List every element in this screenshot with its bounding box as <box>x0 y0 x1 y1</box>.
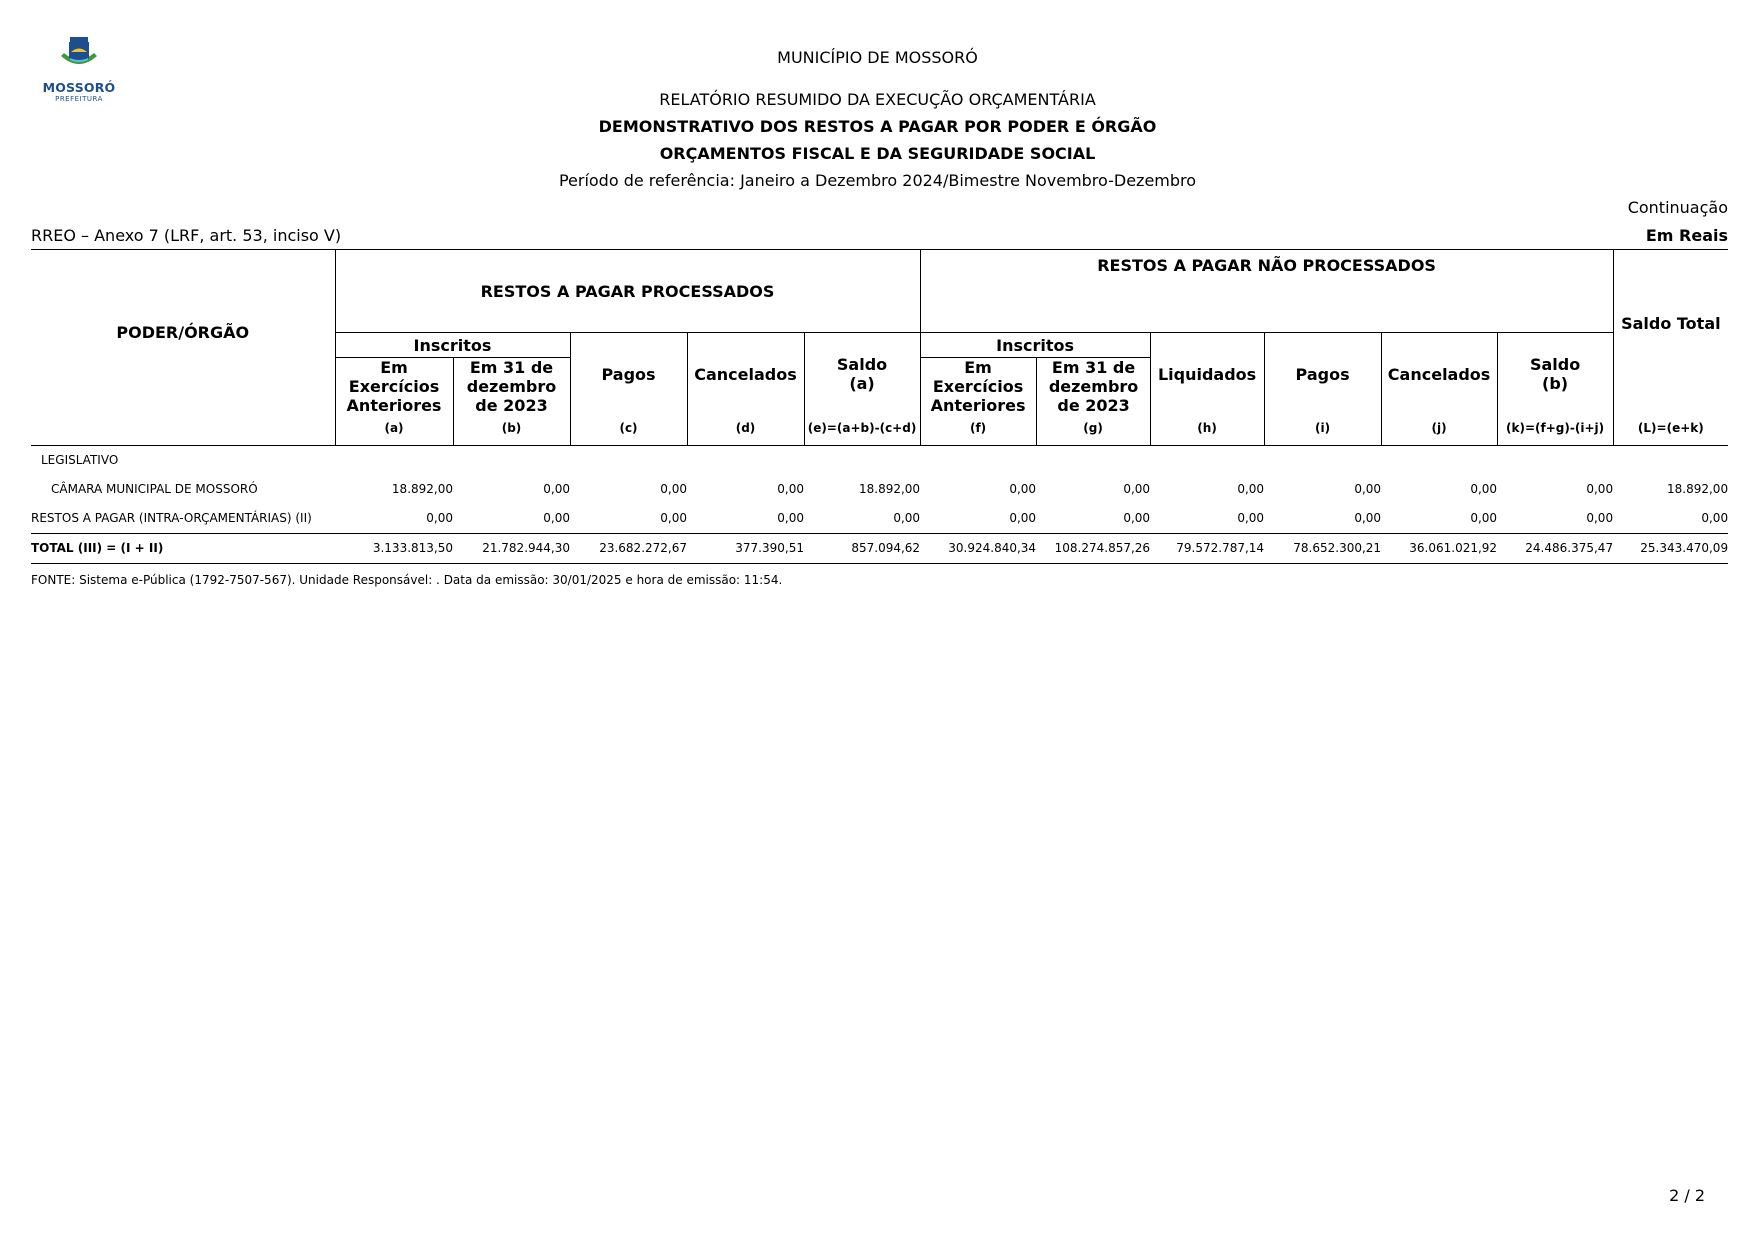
value-cell: 0,00 <box>543 511 570 525</box>
column-letter: (d) <box>687 415 804 445</box>
continuation-label: Continuação <box>1627 198 1728 217</box>
demonstrativo-title: DEMONSTRATIVO DOS RESTOS A PAGAR POR PODER E ÓRGÃO <box>598 117 1157 136</box>
value-cell: 78.652.300,21 <box>1264 533 1381 563</box>
value-cell: 0,00 <box>1586 482 1614 496</box>
value-cell: 0,00 <box>1237 482 1265 496</box>
period-text: Período de referência: Janeiro a Dezembro 2024/Bimestre Novembro-Dezembro <box>558 171 1197 190</box>
annex-label: RREO – Anexo 7 (LRF, art. 53, inciso V) <box>31 226 342 245</box>
table-row <box>31 445 1728 475</box>
value-cell: 0,00 <box>1354 511 1382 525</box>
report-title: RELATÓRIO RESUMIDO DA EXECUÇÃO ORÇAMENTÁRIA <box>659 90 1096 109</box>
value-cell: 108.274.857,26 <box>1036 533 1150 563</box>
value-cell: 0,00 <box>1586 511 1614 525</box>
value-cell: 18.892,00 <box>391 482 453 496</box>
unit-label: Em Reais <box>1645 226 1728 245</box>
value-cell: 0,00 <box>1009 511 1037 525</box>
value-cell: 0,00 <box>1470 482 1498 496</box>
cancelados-nao-processados-header: Cancelados <box>1381 333 1497 416</box>
table-row <box>31 504 1728 534</box>
poder-orgao-header: PODER/ÓRGÃO <box>31 250 335 416</box>
em-31-g-header: Em 31 de dezembro de 2023 <box>1036 358 1150 416</box>
saldo-b-header: Saldo (b) <box>1497 333 1613 416</box>
value-cell: 18.892,00 <box>1667 482 1729 496</box>
value-cell: 0,00 <box>660 482 687 496</box>
value-cell: 0,00 <box>1701 511 1729 525</box>
column-letter: (f) <box>920 415 1036 445</box>
value-cell: 0,00 <box>1009 482 1037 496</box>
cancelados-processados-header: Cancelados <box>687 333 804 416</box>
saldo-a-header: Saldo (a) <box>804 333 920 416</box>
pagos-processados-header: Pagos <box>570 333 687 416</box>
value-cell: 0,00 <box>1354 482 1382 496</box>
source-footnote: FONTE: Sistema e-Pública (1792-7507-567). Unidade Responsável: . Data da emissão: 30/01/2025 e hora de emissão: 11:54. <box>31 573 783 587</box>
em-exercicios-f-header: Em Exercícios Anteriores <box>920 358 1036 416</box>
saldo-total-header: Saldo Total <box>1613 250 1728 416</box>
value-cell: 0,00 <box>426 511 453 525</box>
value-cell: 3.133.813,50 <box>335 533 453 563</box>
value-cell: 0,00 <box>660 511 687 525</box>
value-cell: 36.061.021,92 <box>1381 533 1497 563</box>
value-cell: 30.924.840,34 <box>920 533 1036 563</box>
value-cell: 18.892,00 <box>858 482 921 496</box>
row-label: RESTOS A PAGAR (INTRA-ORÇAMENTÁRIAS) (II) <box>31 511 312 525</box>
em-exercicios-a-header: Em Exercícios Anteriores <box>335 358 453 416</box>
value-cell: 857.094,62 <box>804 533 920 563</box>
column-letter: (k)=(f+g)-(i+j) <box>1497 415 1613 445</box>
value-cell: 79.572.787,14 <box>1150 533 1264 563</box>
value-cell: 0,00 <box>1123 482 1151 496</box>
value-cell: 25.343.470,09 <box>1613 533 1728 563</box>
column-letter: (j) <box>1381 415 1497 445</box>
value-cell: 0,00 <box>777 482 804 496</box>
value-cell: 0,00 <box>777 511 804 525</box>
value-cell: 23.682.272,67 <box>570 533 687 563</box>
value-cell: 0,00 <box>543 482 570 496</box>
liquidados-header: Liquidados <box>1150 333 1264 416</box>
column-letter: (b) <box>453 415 570 445</box>
processados-header: RESTOS A PAGAR PROCESSADOS <box>335 250 920 333</box>
column-letter: (h) <box>1150 415 1264 445</box>
value-cell: 24.486.375,47 <box>1497 533 1613 563</box>
page-number: 2 / 2 <box>1669 1186 1705 1205</box>
column-letter: (L)=(e+k) <box>1613 415 1728 445</box>
row-label: TOTAL (III) = (I + II) <box>31 533 335 563</box>
inscritos-processados-header: Inscritos <box>335 333 570 358</box>
restos-a-pagar-table <box>31 249 1728 564</box>
row-label: CÂMARA MUNICIPAL DE MOSSORÓ <box>51 482 258 496</box>
value-cell: 0,00 <box>1237 511 1265 525</box>
logo-name: MOSSORÓ <box>42 80 116 95</box>
em-31-b-header: Em 31 de dezembro de 2023 <box>453 358 570 416</box>
pagos-nao-processados-header: Pagos <box>1264 333 1381 416</box>
column-letter: (c) <box>570 415 687 445</box>
value-cell: 21.782.944,30 <box>453 533 570 563</box>
column-letter: (g) <box>1036 415 1150 445</box>
inscritos-nao-processados-header: Inscritos <box>920 333 1150 358</box>
column-letter: (i) <box>1264 415 1381 445</box>
value-cell: 0,00 <box>1123 511 1151 525</box>
column-letter: (e)=(a+b)-(c+d) <box>804 415 920 445</box>
value-cell: 0,00 <box>1470 511 1498 525</box>
table-row <box>31 475 1728 504</box>
nao-processados-header: RESTOS A PAGAR NÃO PROCESSADOS <box>920 250 1613 333</box>
municipio-title: MUNICÍPIO DE MOSSORÓ <box>777 48 978 67</box>
logo-subtitle: PREFEITURA <box>55 95 103 103</box>
row-label: LEGISLATIVO <box>41 453 119 467</box>
column-letter: (a) <box>335 415 453 445</box>
value-cell: 0,00 <box>893 511 921 525</box>
total-row <box>31 533 1728 563</box>
orcamentos-title: ORÇAMENTOS FISCAL E DA SEGURIDADE SOCIAL <box>659 144 1096 163</box>
value-cell: 377.390,51 <box>687 533 804 563</box>
